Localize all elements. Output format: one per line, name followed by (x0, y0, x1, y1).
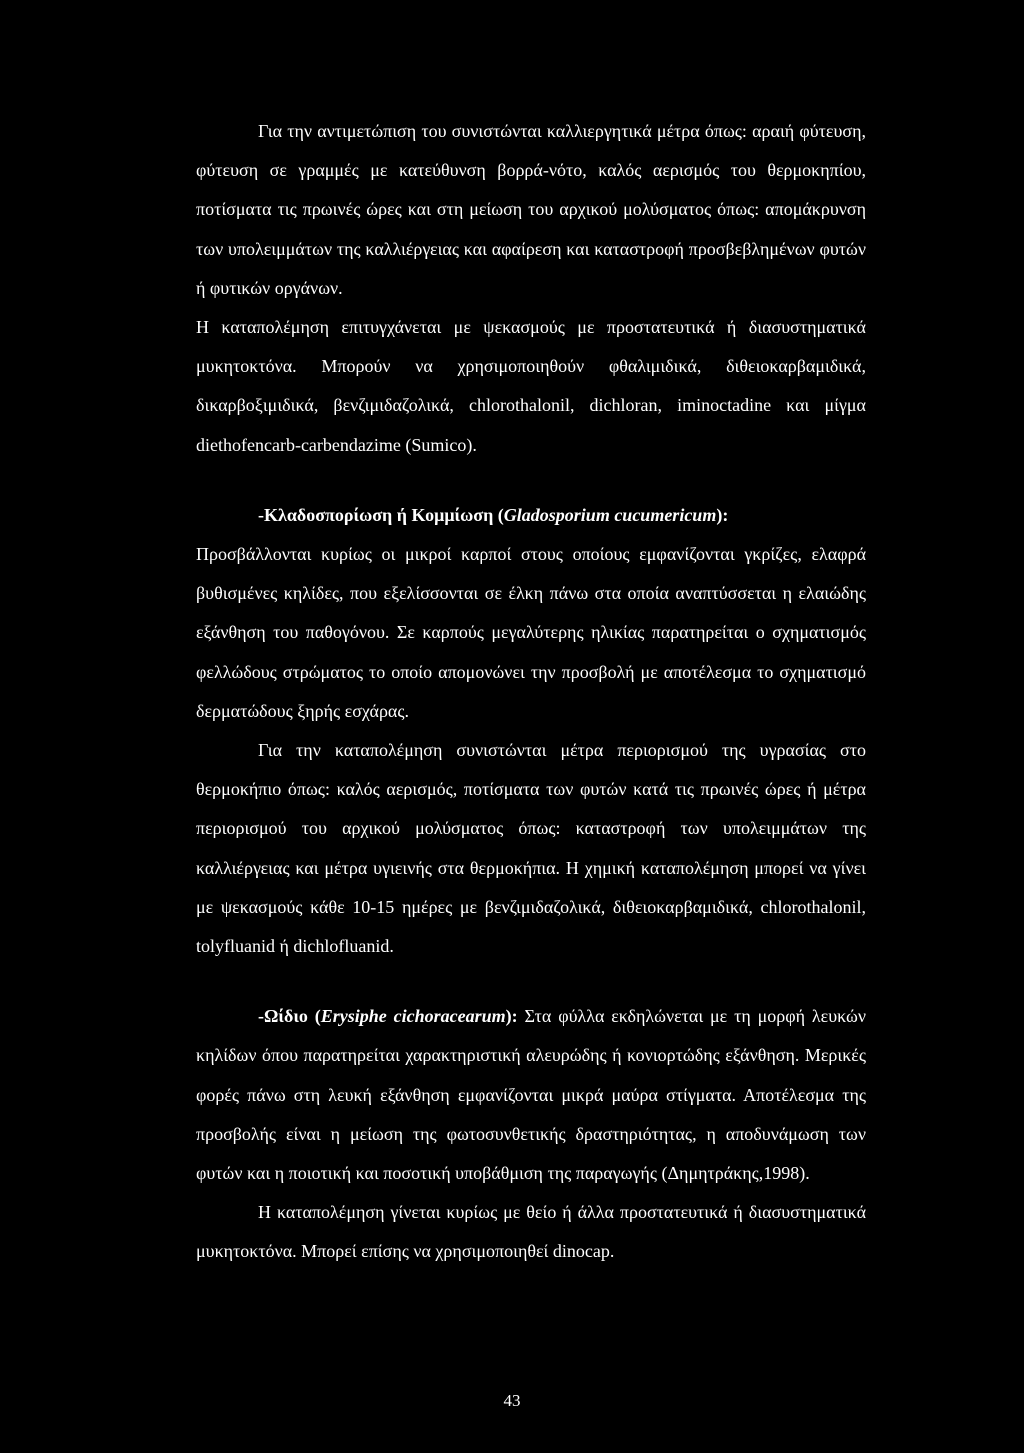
paragraph-cladosporiosis-control (196, 731, 866, 966)
heading-greek-name: -Ωίδιο ( (258, 1006, 321, 1027)
section-powdery-mildew (196, 997, 866, 1193)
heading-suffix: ): (716, 504, 729, 525)
paragraph-text: Η καταπολέμηση επιτυγχάνεται με ψεκασμούς με προστατευτικά ή διασυστηματικά μυκητοκτόνα. Μπορούν να χρησιμοποιηθούν φθαλιμιδικά, διθειοκαρβαμιδικά, δικαρβοξιμιδικά, βενζιμιδαζολικά, chlorothalonil, dichloran, iminoctadine και μίγμα diethofencarb-carbendazime (Sumico). (196, 317, 866, 455)
paragraph-text: Για την αντιμετώπιση του συνιστώνται καλλιεργητικά μέτρα όπως: αραιή φύτευση, φύτευση σε γραμμές με κατεύθυνση βορρά-νότο, καλός αερισμός του θερμοκηπίου, ποτίσματα τις πρωινές ώρες και στη μείωση του αρχικού μολύσματος όπως: απομάκρυνση των υπολειμμάτων της καλλιέργειας και αφαίρεση και καταστροφή προσβεβλημένων φυτών ή φυτικών οργάνων. (196, 121, 866, 298)
heading-greek-name: -Κλαδοσπορίωση ή Κομμίωση ( (258, 504, 504, 525)
paragraph-powdery-mildew-control (196, 1193, 866, 1271)
paragraph-cladosporiosis-symptoms (196, 535, 866, 731)
section-spacer (196, 465, 866, 496)
paragraph-text: Στα φύλλα εκδηλώνεται με τη μορφή λευκών κηλίδων όπου παρατηρείται χαρακτηριστική αλευρώδης ή κονιορτώδης εξάνθηση. Μερικές φορές πάνω στη λευκή εξάνθηση εμφανίζονται μικρά μαύρα στίγματα. Αποτέλεσμα της προσβολής είναι η μείωση της φωτοσυνθετικής δραστηριότητας, η αποδυνάμωση των φυτών και η ποιοτική και ποσοτική υποβάθμιση της παραγωγής (Δημητράκης,1998). (196, 1006, 867, 1184)
heading-latin-name: Gladosporium cucumericum (503, 504, 717, 525)
section-spacer (196, 966, 866, 997)
paragraph-text: Η καταπολέμηση γίνεται κυρίως με θείο ή άλλα προστατευτικά ή διασυστηματικά μυκητοκτόνα. Μπορεί επίσης να χρησιμοποιηθεί dinocap. (196, 1202, 866, 1262)
heading-latin-name: Erysiphe cichoracearum (320, 1006, 506, 1027)
document-page (196, 112, 866, 1272)
paragraph-chemical-control (196, 308, 866, 465)
heading-suffix: ): (505, 1006, 518, 1027)
paragraph-text: Για την καταπολέμηση συνιστώνται μέτρα περιορισμού της υγρασίας στο θερμοκήπιο όπως: καλός αερισμός, ποτίσματα των φυτών κατά τις πρωινές ώρες ή μέτρα περιορισμού του αρχικού μολύσματος όπως: καταστροφή των υπολειμμάτων της καλλιέργειας και μέτρα υγιεινής στα θερμοκήπια. Η χημική καταπολέμηση μπορεί να γίνει με ψεκασμούς κάθε 10-15 ημέρες με βενζιμιδαζολικά, διθειοκαρβαμιδικά, chlorothalonil, tolyfluanid ή dichlofluanid. (196, 740, 866, 957)
paragraph-cultural-measures (196, 112, 866, 308)
paragraph-text: Προσβάλλονται κυρίως οι μικροί καρποί στους οποίους εμφανίζονται γκρίζες, ελαφρά βυθισμένες κηλίδες, που εξελίσσονται σε έλκη πάνω στα οποία αναπτύσσεται η ελαιώδης εξάνθηση του παθογόνου. Σε καρπούς μεγαλύτερης ηλικίας παρατηρείται ο σχηματισμός φελλώδους στρώματος το οποίο απομονώνει την προσβολή με αποτέλεσμα το σχηματισμό δερματώδους ξηρής εσχάρας. (196, 544, 866, 721)
page-number: 43 (503, 1391, 521, 1410)
section-heading-cladosporiosis (196, 496, 866, 535)
